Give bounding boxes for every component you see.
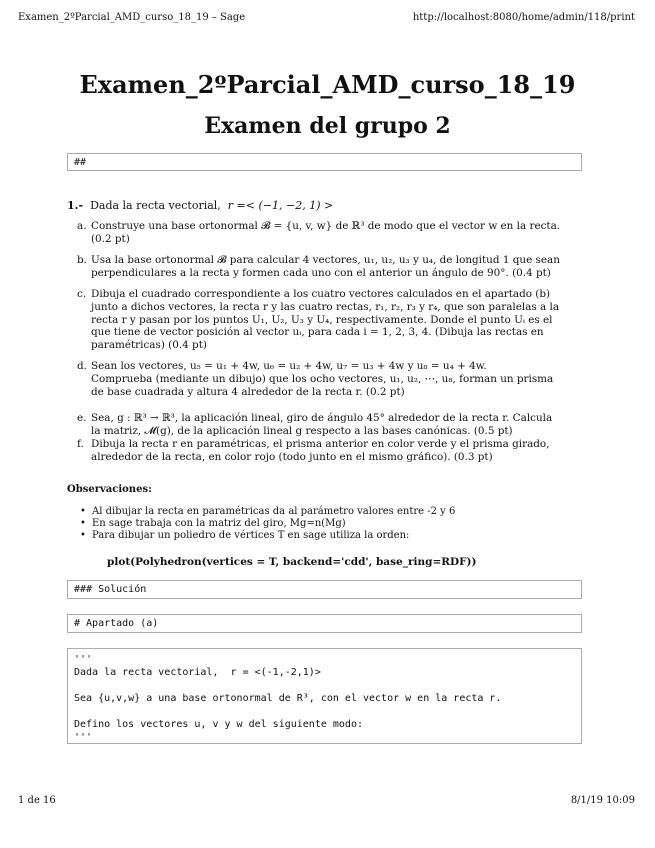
item-line: Construye una base ortonormal 𝓑 = {u, v, w} de ℝ³ de modo que el vector w en la recta.: [91, 220, 561, 232]
problem-expr: r =< (−1, −2, 1) >: [227, 199, 334, 212]
item-line: Usa la base ortonormal 𝓑 para calcular 4 vectores, u₁, u₂, u₃ y u₄, de longitud 1 que sean: [91, 254, 560, 267]
cell-text: ### Solución: [74, 584, 147, 595]
code-line: Sea {u,v,w} a una base ortonormal de R³, con el vector w en la recta r.: [74, 693, 502, 704]
code-line: [74, 679, 575, 692]
item-line: de base cuadrada y altura 4 alrededor de la recta r. (0.2 pt): [91, 385, 405, 398]
observation-item: • En sage trabaja con la matriz del giro, Mg=n(Mg): [80, 518, 455, 530]
plot-command: plot(Polyhedron(vertices = T, backend='cdd', base_ring=RDF)): [107, 556, 477, 568]
cell-text: ##: [74, 157, 87, 168]
item-line: junto a dichos vectores, la recta r y las cuatro rectas, r₁, r₂, r₃ y r₄, que son paralelas a la: [91, 300, 560, 313]
code-line: Dada la recta vectorial, r = <(-1,-2,1)>: [74, 667, 321, 678]
item-marker: c.: [77, 288, 87, 301]
observations-title: Observaciones:: [67, 484, 152, 495]
item-line: Comprueba (mediante un dibujo) que los ocho vectores, u₁, u₂, ⋯, u₈, forman un prisma: [91, 372, 554, 385]
problem-intro: Dada la recta vectorial,: [90, 199, 221, 212]
item-line: la matriz, 𝓜(g), de la aplicación lineal g respecto a las bases canónicas. (0.5 pt): [91, 424, 513, 437]
observation-item: • Al dibujar la recta en paramétricas da al parámetro valores entre -2 y 6: [80, 506, 455, 518]
list-item: [77, 220, 592, 245]
code-line: Defino los vectores u, v y w del siguiente modo:: [74, 719, 363, 730]
list-item: [77, 412, 592, 437]
page-title: Examen_2ºParcial_AMD_curso_18_19: [79, 70, 576, 99]
code-line: ''': [74, 732, 93, 743]
item-marker: b.: [77, 254, 87, 267]
item-line: Dibuja el cuadrado correspondiente a los cuatro vectores calculados en el apartado (b): [91, 288, 551, 301]
exercise-list: [77, 220, 592, 464]
item-line: Dibuja la recta r en paramétricas, el prisma anterior en color verde y el prisma girado,: [91, 438, 550, 451]
problem-number: 1.-: [67, 199, 84, 212]
list-item: [77, 254, 592, 279]
page-counter: 1 de 16: [18, 795, 56, 806]
item-marker: d.: [77, 360, 87, 373]
problem-statement: [67, 199, 333, 212]
markdown-cell-apartado[interactable]: [67, 614, 582, 633]
item-line: que tiene de vector posición al vector uᵢ, para cada i = 1, 2, 3, 4. (Dibuja las rectas en: [91, 326, 544, 339]
item-line: Sea, g : ℝ³ → ℝ³, la aplicación lineal, giro de ángulo 45° alrededor de la recta r. Calcula: [91, 412, 553, 425]
code-cell[interactable]: [67, 648, 582, 744]
markdown-cell-solucion[interactable]: [67, 580, 582, 599]
list-item: [77, 288, 592, 351]
code-line: ''': [74, 654, 93, 665]
page-url: http://localhost:8080/home/admin/118/print: [412, 12, 635, 23]
markdown-cell-hashes[interactable]: [67, 153, 582, 171]
item-line: recta r y pasan por los puntos U₁, U₂, U₃ y U₄, respectivamente. Donde el punto Uᵢ es el: [91, 313, 553, 326]
item-line: paramétricas) (0.4 pt): [91, 338, 207, 351]
observation-item: • Para dibujar un poliedro de vértices T en sage utiliza la orden:: [80, 530, 455, 542]
window-title: Examen_2ºParcial_AMD_curso_18_19 – Sage: [18, 12, 246, 23]
item-marker: f.: [77, 438, 84, 451]
item-line: (0.2 pt): [91, 232, 130, 245]
item-line: Sean los vectores, u₅ = u₁ + 4w, u₆ = u₂ + 4w, u₇ = u₃ + 4w y u₈ = u₄ + 4w.: [91, 360, 487, 373]
item-marker: a.: [77, 220, 87, 232]
list-item: [77, 360, 592, 398]
page-subtitle: Examen del grupo 2: [204, 113, 451, 139]
observations-list: [80, 506, 455, 542]
item-line: perpendiculares a la recta y formen cada uno con el anterior un ángulo de 90°. (0.4 pt): [91, 266, 551, 279]
list-item: [77, 438, 592, 463]
print-timestamp: 8/1/19 10:09: [570, 795, 635, 806]
item-marker: e.: [77, 412, 87, 425]
code-line: [74, 705, 575, 718]
cell-text: # Apartado (a): [74, 618, 159, 629]
item-line: alrededor de la recta, en color rojo (todo junto en el mismo gráfico). (0.3 pt): [91, 450, 493, 463]
